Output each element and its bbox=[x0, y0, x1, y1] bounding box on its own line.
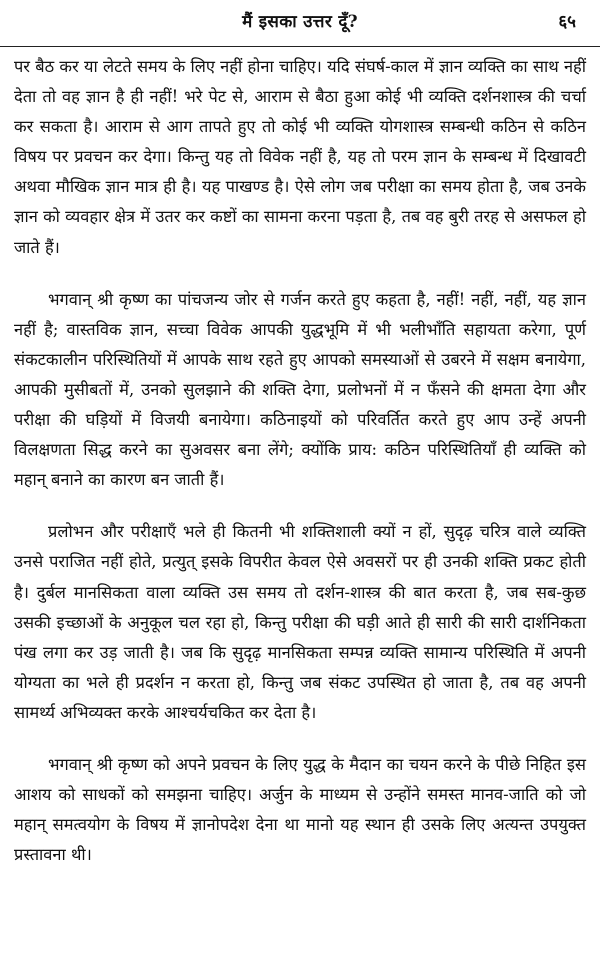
body-text bbox=[14, 52, 586, 870]
paragraph-2: भगवान् श्री कृष्ण का पांचजन्य जोर से गर्जन करते हुए कहता है, नहीं! नहीं, नहीं, यह ज्ञान नहीं है; वास्तविक ज्ञान, सच्चा विवेक आपकी युद्धभूमि में भी भलीभाँति सहायता करेगा, पूर्ण संकटकालीन परिस्थितियों में आपके साथ रहते हुए आपको समस्याओं से उबरने में सक्षम बनायेगा, आपकी मुसीबतों में, उनको सुलझाने की शक्ति देगा, प्रलोभनों में न फँसने की क्षमता देगा और परीक्षा की घड़ियों में विजयी बनायेगा। कठिनाइयों को परिवर्तित करते हुए आप उन्हें अपनी विलक्षणता सिद्ध करने का सुअवसर बना लेंगे; क्योंकि प्राय: कठिन परिस्थितियाँ ही व्यक्ति को महान् बनाने का कारण बन जाती हैं। bbox=[14, 289, 586, 490]
running-header bbox=[0, 0, 600, 47]
page-number: ६५ bbox=[558, 12, 576, 32]
paragraph-3: प्रलोभन और परीक्षाएँ भले ही कितनी भी शक्तिशाली क्यों न हों, सुदृढ़ चरित्र वाले व्यक्ति उनसे पराजित नहीं होते, प्रत्युत् इसके विपरीत केवल ऐसे अवसरों पर ही उनकी शक्ति प्रकट होती है। दुर्बल मानसिकता वाला व्यक्ति उस समय तो दर्शन-शास्त्र की बात करता है, जब सब-कुछ उसकी इच्छाओं के अनुकूल चल रहा हो, किन्तु परीक्षा की घड़ी आते ही सारी की सारी दार्शनिकता पंख लगा कर उड़ जाती है। जब कि सुदृढ़ मानसिकता सम्पन्न व्यक्ति सामान्य परिस्थिति में अपनी योग्यता का भले ही प्रदर्शन न करता हो, किन्तु जब संकट उपस्थित हो जाता है, तब वह अपनी सामर्थ्य अभिव्यक्त करके आश्चर्यचकित कर देता है। bbox=[14, 522, 586, 722]
paragraph-1: पर बैठ कर या लेटते समय के लिए नहीं होना चाहिए। यदि संघर्ष-काल में ज्ञान व्यक्ति का साथ नहीं देता तो वह ज्ञान है ही नहीं! भरे पेट से, आराम से बैठा हुआ कोई भी व्यक्ति दर्शनशास्त्र की चर्चा कर सकता है। आराम से आग तापते हुए तो कोई भी व्यक्ति योगशास्त्र सम्बन्धी कठिन से कठिन विषय पर प्रवचन कर देगा। किन्तु यह तो विवेक नहीं है, यह तो परम ज्ञान के सम्बन्ध में दिखावटी अथवा मौखिक ज्ञान मात्र ही है। यह पाखण्ड है। ऐसे लोग जब परीक्षा का समय होता है, जब उनके ज्ञान को व्यवहार क्षेत्र में उतर कर कष्टों का सामना करना पड़ता है, तब वह बुरी तरह से असफल हो जाते हैं। bbox=[14, 57, 586, 257]
chapter-title: मैं इसका उत्तर दूँ? bbox=[242, 12, 358, 32]
paragraph-4: भगवान् श्री कृष्ण को अपने प्रवचन के लिए युद्ध के मैदान का चयन करने के पीछे निहित इस आशय को साधकों को समझना चाहिए। अर्जुन के माध्यम से उन्होंने समस्त मानव-जाति को जो महान् समत्वयोग के विषय में ज्ञानोपदेश देना था मानो यह स्थान ही उसके लिए अत्यन्त उपयुक्त प्रस्तावना थी। bbox=[14, 754, 586, 865]
